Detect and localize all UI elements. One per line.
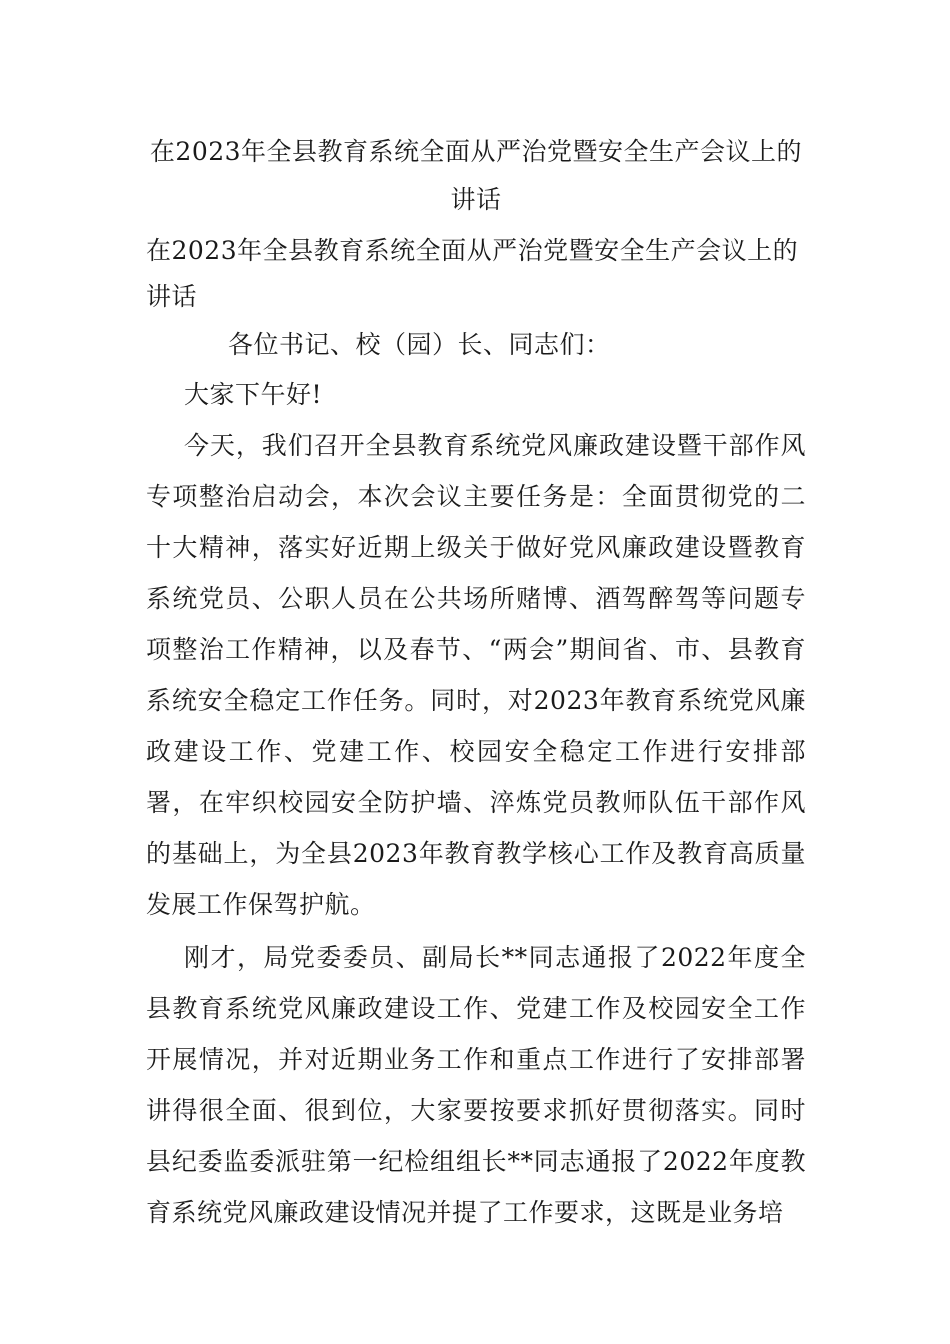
document-page: [146, 128, 806, 1238]
paragraph-1: 今天，我们召开全县教育系统党风廉政建设暨干部作风专项整治启动会，本次会议主要任务是：全面贯彻党的二十大精神，落实好近期上级关于做好党风廉政建设暨教育系统党员、公职人员在公共场所赌博、酒驾醉驾等问题专项整治工作精神，以及春节、“两会”期间省、市、县教育系统安全稳定工作任务。同时，对2023年教育系统党风廉政建设工作、党建工作、校园安全稳定工作进行安排部署，在牢织校园安全防护墙、淬炼党员教师队伍干部作风的基础上，为全县2023年教育教学核心工作及教育高质量发展工作保驾护航。: [146, 431, 806, 919]
paragraph-2: 刚才，局党委委员、副局长**同志通报了2022年度全县教育系统党风廉政建设工作、党建工作及校园安全工作开展情况，并对近期业务工作和重点工作进行了安排部署讲得很全面、很到位，大家要按要求抓好贯彻落实。同时县纪委监委派驻第一纪检组组长**同志通报了2022年度教育系统党风廉政建设情况并提了工作要求，这既是业务培: [146, 943, 806, 1227]
salutation: 各位书记、校（园）长、同志们：: [228, 330, 611, 359]
document-title: 在2023年全县教育系统全面从严治党暨安全生产会议上的讲话: [149, 137, 803, 214]
greeting: 大家下午好!: [184, 380, 323, 409]
document-title-repeat: 在2023年全县教育系统全面从严治党暨安全生产会议上的讲话: [146, 236, 799, 311]
